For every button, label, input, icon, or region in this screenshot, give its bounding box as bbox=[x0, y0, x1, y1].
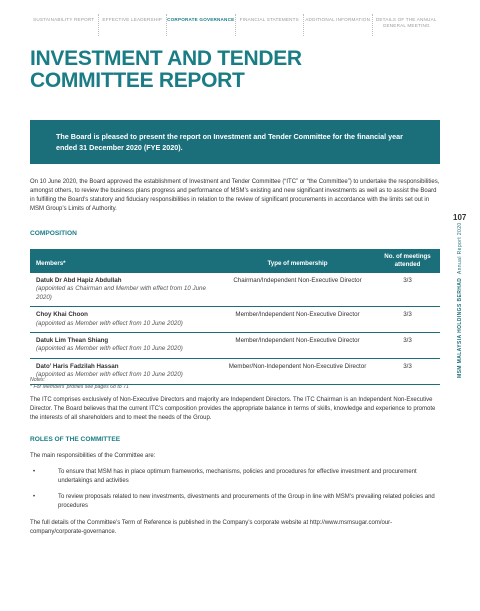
nav-effective-leadership[interactable]: EFFECTIVE LEADERSHIP bbox=[99, 14, 168, 36]
member-cell bbox=[30, 277, 220, 302]
membership-type-cell: Chairman/Independent Non-Executive Director bbox=[233, 277, 362, 284]
report-name: Annual Report 2020 bbox=[457, 222, 463, 275]
meetings-attended-cell: 3/3 bbox=[403, 337, 412, 345]
table-row bbox=[30, 307, 440, 333]
nav-financial-statements[interactable]: FINANCIAL STATEMENTS bbox=[236, 14, 305, 36]
section-navigation bbox=[30, 14, 440, 36]
list-item bbox=[30, 468, 440, 486]
member-cell bbox=[30, 337, 220, 354]
intro-banner: The Board is pleased to present the report on Investment and Tender Committee for the financial year ended 31 December 2020 (FYE 2020). bbox=[30, 120, 440, 164]
member-appointment-note: (appointed as Chairman and Member with effect from 10 June 2020) bbox=[36, 285, 206, 301]
notes-text: * For Members’ profiles see pages 68 to 71 bbox=[30, 384, 129, 390]
table-header bbox=[30, 249, 440, 273]
composition-table bbox=[30, 249, 440, 385]
membership-type-cell: Member/Independent Non-Executive Director bbox=[235, 311, 360, 319]
list-item-text: To ensure that MSM has in place optimum frameworks, mechanisms, policies and procedures for effective investment and procurement undertakings and activities bbox=[58, 469, 417, 484]
table-row bbox=[30, 273, 440, 307]
meetings-attended-cell: 3/3 bbox=[403, 277, 412, 284]
member-appointment-note: (appointed as Member with effect from 10 June 2020) bbox=[36, 371, 183, 379]
member-name: Datuk Dr Abd Hapiz Abdullah bbox=[36, 277, 122, 284]
nav-sustainability-report[interactable]: SUSTAINABILITY REPORT bbox=[30, 14, 99, 36]
member-appointment-note: (appointed as Member with effect from 10 June 2020) bbox=[36, 319, 183, 327]
member-name: Dato’ Haris Fadzilah Hassan bbox=[36, 362, 119, 370]
member-appointment-note: (appointed as Member with effect from 10 June 2020) bbox=[36, 345, 183, 353]
terms-of-reference-paragraph: The full details of the Committee’s Term of Reference is published in the Company’s corporate website at http://www.msmsugar.com/our-company/corporate-governance. bbox=[30, 520, 393, 535]
nav-additional-information[interactable]: ADDITIONAL INFORMATION bbox=[304, 14, 373, 36]
page-number: 107 bbox=[453, 213, 467, 222]
itc-composition-paragraph: The ITC comprises exclusively of Non-Executive Directors and majority are Independent Directors. The ITC Chairman is an Independent Non-Executive Director. The Board believes that the current ITC’s composition provides the appropriate balance in terms of skills, knowledge and experience to promote the interests of all shareholders and to meet the needs of the Group. bbox=[30, 397, 436, 421]
composition-heading: COMPOSITION bbox=[30, 230, 77, 237]
membership-type-cell: Member/Independent Non-Executive Director bbox=[235, 337, 360, 345]
bullet-icon: • bbox=[33, 469, 36, 475]
member-name: Choy Khai Choon bbox=[36, 311, 88, 319]
side-running-header bbox=[457, 222, 463, 378]
list-item bbox=[30, 493, 440, 511]
header-meetings-attended: No. of meetings attended bbox=[384, 252, 431, 268]
nav-agm-details[interactable]: DETAILS OF THE ANNUAL GENERAL MEETING bbox=[375, 17, 437, 28]
notes-label: Notes: bbox=[30, 377, 45, 383]
intro-paragraph: On 10 June 2020, the Board approved the establishment of Investment and Tender Committee (“ITC” or “the Committee”) to undertake the responsibilities, amongst others, to review the business plans progress and performance of MSM’s existing and new significant investments as well as to assist the Board in fulfilling the Board’s statutory and fiduciary responsibilities in relation to the review of significant procurements in accordance with the limits set out in MSM Group’s Limits of Authority. bbox=[30, 179, 440, 212]
membership-type-cell: Member/Non-Independent Non-Executive Director bbox=[228, 362, 367, 370]
header-membership-type: Type of membership bbox=[267, 259, 328, 267]
roles-intro: The main responsibilities of the Committee are: bbox=[30, 453, 156, 459]
meetings-attended-cell: 3/3 bbox=[403, 311, 412, 319]
header-members: Members* bbox=[36, 259, 66, 267]
roles-heading: ROLES OF THE COMMITTEE bbox=[30, 436, 121, 443]
meetings-attended-cell: 3/3 bbox=[403, 362, 412, 370]
responsibilities-list bbox=[30, 468, 440, 518]
member-name: Datuk Lim Thean Shiang bbox=[36, 337, 109, 345]
bullet-icon: • bbox=[33, 494, 36, 500]
member-cell bbox=[30, 311, 220, 328]
table-row bbox=[30, 333, 440, 359]
list-item-text: To review proposals related to new investments, divestments and procurements of the Group in line with MSM’s prevailing related policies and procedures bbox=[58, 494, 435, 509]
table-notes bbox=[30, 377, 129, 391]
page-title: INVESTMENT AND TENDER COMMITTEE REPORT bbox=[30, 47, 302, 92]
company-name: MSM MALAYSIA HOLDINGS BERHAD bbox=[457, 277, 463, 378]
nav-corporate-governance[interactable]: CORPORATE GOVERNANCE bbox=[167, 14, 236, 36]
